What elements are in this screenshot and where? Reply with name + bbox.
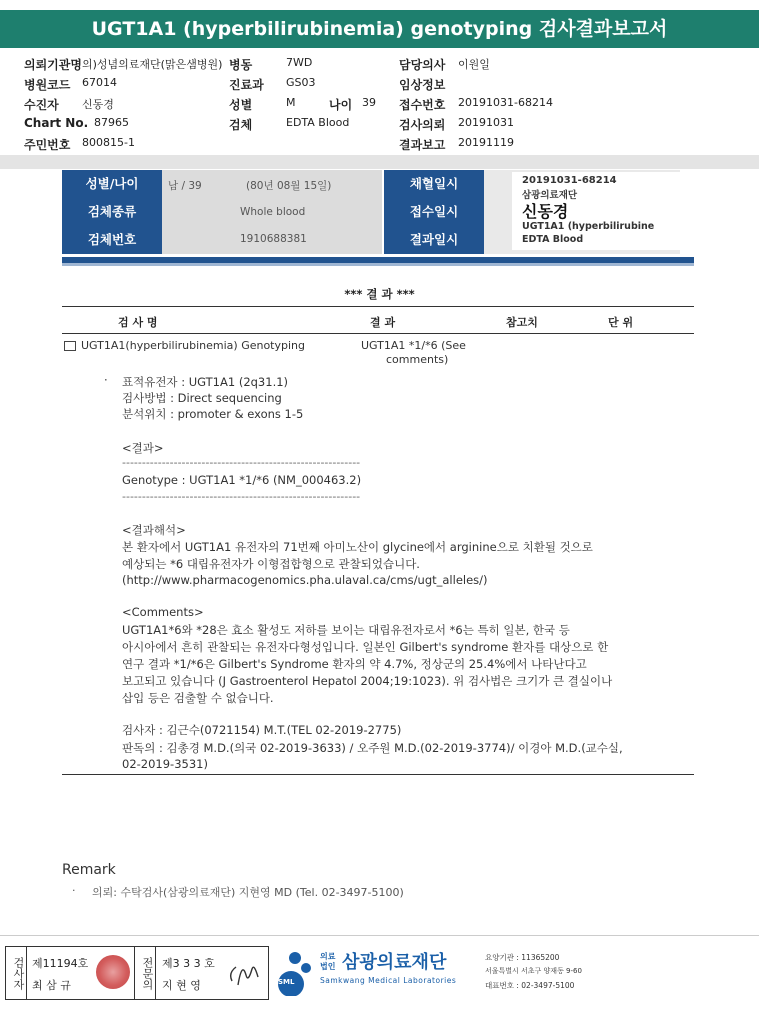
hdr-value: 67014 (82, 76, 117, 89)
hdr-value: 20191031 (458, 116, 514, 129)
hdr-value: M (286, 96, 296, 109)
org-type (320, 952, 335, 972)
hdr-value: GS03 (286, 76, 316, 89)
remark-title: Remark (62, 862, 116, 878)
sex-age-value: 남 / 39 (168, 180, 202, 192)
hdr-label: 검사의뢰 (399, 118, 446, 132)
hdr-label: 병동 (229, 58, 253, 72)
org-name-en: Samkwang Medical Laboratories (320, 976, 457, 985)
hdr-value: 87965 (94, 116, 129, 129)
col-ref: 참고치 (506, 316, 538, 329)
result-row-value-2: comments) (386, 353, 449, 366)
collapse-box-icon[interactable] (64, 341, 76, 351)
org-type-2: 법인 (320, 962, 336, 971)
footer-rule (0, 935, 759, 936)
specialist-label: 전문의 (134, 947, 156, 999)
sticker-org: 삼광의료재단 (522, 190, 578, 201)
comment-line: 삽입 등은 검출할 수 없습니다. (122, 691, 274, 705)
bullet: · (72, 884, 76, 897)
signature (226, 955, 262, 991)
hdr-label: 결과보고 (399, 138, 446, 152)
rule (62, 306, 694, 307)
org-name: 삼광의료재단 (342, 952, 447, 973)
test-method: 검사방법 : Direct sequencing (122, 391, 282, 405)
rule (62, 774, 694, 775)
dash-line: ------------------------------------------------------------ (122, 456, 361, 469)
hdr-value: 의)성념의료재단(맑은샘병원) (82, 58, 223, 71)
sex-age-label: 성별/나이 (62, 170, 162, 198)
hdr-label: 의뢰기관명 (24, 58, 82, 72)
bullet: · (104, 373, 108, 387)
collect-label: 채혈일시 (384, 170, 484, 198)
hdr-value: EDTA Blood (286, 116, 350, 129)
signature-box (5, 946, 269, 1000)
interpretation-line: 예상되는 *6 대립유전자가 이형접합형으로 관찰되었습니다. (122, 557, 420, 571)
inspector-label: 검사자 (6, 947, 27, 999)
hdr-label: 수진자 (24, 98, 59, 112)
specialist-license: 제3 3 3 호 (162, 957, 215, 970)
org-info-2: 서울특별시 서초구 양재동 9-60 (485, 967, 582, 975)
result-subheading: <결과> (122, 441, 164, 455)
sticker-receipt-no: 20191031-68214 (522, 175, 617, 186)
divider-band (0, 155, 759, 169)
sticker-test: UGT1A1 (hyperbilirubine (522, 221, 655, 232)
patient-values (162, 170, 382, 254)
hdr-value: 800815-1 (82, 136, 135, 149)
comment-line: 연구 결과 *1/*6은 Gilbert's Syndrome 환자의 약 4.7%, 정상군의 25.4%에서 나타난다고 (122, 657, 587, 671)
dash-line: ------------------------------------------------------------ (122, 490, 361, 503)
specimen-label-sticker (512, 172, 680, 250)
reader-2: 02-2019-3531) (122, 757, 208, 771)
comment-line: 아시아에서 흔히 관찰되는 유전자다형성입니다. 일본인 Gilbert's syndrome 환자를 대상으로 한 (122, 640, 609, 654)
comments-heading: <Comments> (122, 605, 204, 619)
comment-line: 보고되고 있습니다 (J Gastroenterol Hepatol 2004;19:1023). 위 검사법은 크기가 큰 결실이나 (122, 674, 613, 688)
hdr-label: 접수번호 (399, 98, 446, 112)
inspector-license: 제11194호 (32, 957, 89, 970)
tester: 검사자 : 김근수(0721154) M.T.(TEL 02-2019-2775) (122, 723, 402, 737)
sticker-specimen: EDTA Blood (522, 234, 584, 245)
sml-logo-icon (273, 950, 315, 996)
specimen-type-value: Whole blood (240, 206, 306, 218)
reader: 판독의 : 김총경 M.D.(의국 02-2019-3633) / 오주원 M.D.(02-2019-3774)/ 이경아 M.D.(교수실, (122, 741, 623, 755)
col-result: 결 과 (370, 316, 396, 329)
hdr-value: 20191119 (458, 136, 514, 149)
specialist-name: 지 현 영 (162, 979, 201, 992)
reference-url: (http://www.pharmacogenomics.pha.ulaval.ca/cms/ugt_alleles/) (122, 573, 488, 587)
hdr-label: 주민번호 (24, 138, 71, 152)
target-gene: 표적유전자 : UGT1A1 (2q31.1) (122, 375, 289, 389)
col-unit: 단 위 (608, 316, 634, 329)
org-info-1: 요양기관 : 11365200 (485, 953, 560, 962)
hdr-value: 이원일 (458, 58, 490, 71)
hdr-label: 진료과 (229, 78, 264, 92)
specimen-no-label: 검체번호 (62, 226, 162, 254)
remark-text: 의뢰: 수탁검사(삼광의료재단) 지현영 MD (Tel. 02-3497-5100) (92, 886, 404, 899)
sticker-patient-name: 신동경 (522, 202, 569, 221)
result-label: 결과일시 (384, 226, 484, 254)
report-title: UGT1A1 (hyperbilirubinemia) genotyping 검사결과보고서 (0, 10, 759, 48)
hdr-label: 담당의사 (399, 58, 446, 72)
interpretation-line: 본 환자에서 UGT1A1 유전자의 71번째 아미노산이 glycine에서 arginine으로 치환될 것으로 (122, 540, 593, 554)
result-row-value: UGT1A1 *1/*6 (See (361, 339, 466, 352)
analysis-site: 분석위치 : promoter & exons 1-5 (122, 407, 304, 421)
specimen-type-label: 검체종류 (62, 198, 162, 226)
result-row-name: UGT1A1(hyperbilirubinemia) Genotyping (81, 339, 306, 352)
hdr-label: 검체 (229, 118, 253, 132)
hdr-label: 임상정보 (399, 78, 446, 92)
col-test-name: 검 사 명 (118, 316, 158, 329)
specimen-no-value: 1910688381 (240, 233, 307, 245)
hdr-value: 7WD (286, 56, 313, 69)
birth-date: (80년 08월 15일) (246, 180, 332, 192)
hdr-value: 20191031-68214 (458, 96, 553, 109)
genotype: Genotype : UGT1A1 *1/*6 (NM_000463.2) (122, 473, 362, 487)
sml-logo-text: SML (278, 978, 295, 986)
interpretation-heading: <결과해석> (122, 523, 186, 537)
rule (62, 333, 694, 334)
hdr-label: 병원코드 (24, 78, 71, 92)
results-heading: *** 결 과 *** (344, 287, 415, 301)
seal-stamp (96, 955, 130, 989)
patient-table (62, 170, 694, 254)
org-type-1: 의료 (320, 952, 336, 961)
hdr-value: 신동경 (82, 98, 114, 111)
hdr-label: 나이 (329, 98, 353, 112)
comment-line: UGT1A1*6와 *28은 효소 활성도 저하를 보이는 대립유전자로서 *6는 특히 일본, 한국 등 (122, 623, 570, 637)
table-bottom-bar-light (62, 263, 694, 266)
hdr-label: Chart No. (24, 116, 89, 130)
hdr-label: 성별 (229, 98, 253, 112)
org-info-3: 대표번호 : 02-3497-5100 (485, 981, 575, 990)
inspector-name: 최 삼 규 (32, 979, 71, 992)
receive-label: 접수일시 (384, 198, 484, 226)
hdr-value: 39 (362, 96, 376, 109)
